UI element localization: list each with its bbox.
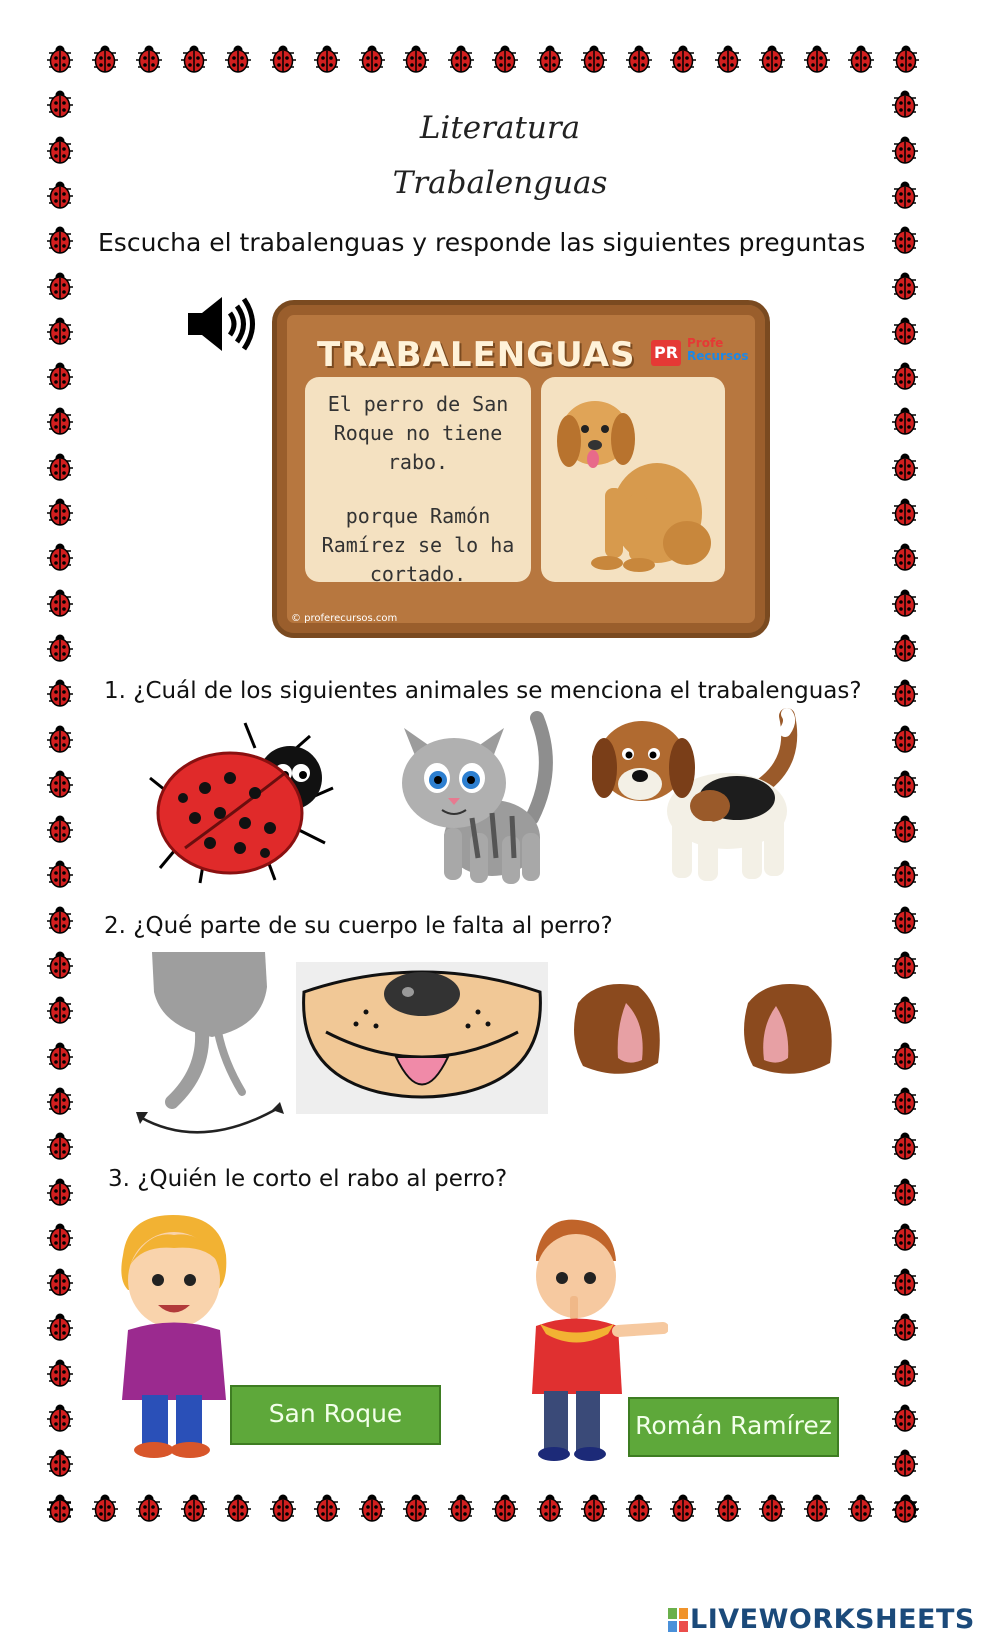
- ladybug-icon: [890, 1358, 920, 1388]
- ladybug-icon: [45, 995, 75, 1025]
- ladybug-icon: [535, 44, 565, 74]
- ladybug-icon: [45, 225, 75, 255]
- ladybug-icon: [45, 814, 75, 844]
- ladybug-icon: [846, 44, 876, 74]
- ladybug-icon: [490, 44, 520, 74]
- ladybug-icon: [45, 1267, 75, 1297]
- ladybug-icon: [268, 44, 298, 74]
- ladybug-icon: [890, 542, 920, 572]
- ladybug-icon: [624, 1493, 654, 1523]
- ladybug-icon: [579, 1493, 609, 1523]
- ladybug-icon: [890, 225, 920, 255]
- liveworksheets-logo-icon: [668, 1608, 688, 1632]
- ladybug-icon: [535, 1493, 565, 1523]
- ladybug-icon: [223, 44, 253, 74]
- ladybug-icon: [890, 1222, 920, 1252]
- ladybug-icon: [891, 44, 921, 74]
- ladybug-icon: [624, 44, 654, 74]
- ladybug-icon: [45, 1222, 75, 1252]
- ladybug-option[interactable]: [145, 718, 337, 888]
- ladybug-icon: [45, 406, 75, 436]
- ladybug-icon: [890, 1494, 920, 1524]
- ladybug-icon: [45, 633, 75, 663]
- ladybug-icon: [890, 361, 920, 391]
- ladybug-icon: [45, 950, 75, 980]
- ladybug-icon: [890, 1086, 920, 1116]
- ladybug-icon: [490, 1493, 520, 1523]
- ladybug-icon: [890, 588, 920, 618]
- ladybug-icon: [890, 1448, 920, 1478]
- instruction-text: Escucha el trabalenguas y responde las siguientes preguntas: [98, 228, 866, 257]
- ladybug-icon: [890, 905, 920, 935]
- ladybug-icon: [45, 588, 75, 618]
- ladybug-icon: [890, 497, 920, 527]
- ladybug-icon: [45, 1358, 75, 1388]
- ladybug-icon: [45, 452, 75, 482]
- san-roque-boy-illustration: [108, 1210, 238, 1460]
- ladybug-icon: [890, 271, 920, 301]
- ladybug-icon: [45, 724, 75, 754]
- ladybug-icon: [446, 44, 476, 74]
- ladybug-icon: [45, 271, 75, 301]
- tongue-line-3: porque Ramón: [345, 504, 491, 528]
- ladybug-icon: [45, 1041, 75, 1071]
- ladybug-icon: [179, 44, 209, 74]
- question-2: 2. ¿Qué parte de su cuerpo le falta al perro?: [104, 913, 613, 939]
- ladybug-icon: [312, 1493, 342, 1523]
- ladybug-icon: [890, 1403, 920, 1433]
- ladybug-icon: [890, 406, 920, 436]
- dog-snout-option[interactable]: [296, 962, 548, 1114]
- dog-ear-right-option[interactable]: [738, 978, 838, 1078]
- ladybug-icon: [45, 542, 75, 572]
- ladybug-icon: [713, 44, 743, 74]
- ladybug-icon: [357, 44, 387, 74]
- tongue-line-2: Roque no tiene rabo.: [333, 421, 503, 474]
- profe-recursos-logo: PR: [651, 340, 681, 366]
- subject-title: Literatura: [419, 110, 581, 146]
- topic-title: Trabalenguas: [392, 165, 608, 201]
- ladybug-icon: [45, 1177, 75, 1207]
- beagle-option[interactable]: [592, 706, 814, 888]
- ladybug-icon: [268, 1493, 298, 1523]
- ladybug-icon: [890, 633, 920, 663]
- speaker-icon[interactable]: [184, 293, 264, 355]
- cat-option[interactable]: [392, 708, 562, 888]
- ladybug-icon: [890, 1267, 920, 1297]
- ladybug-icon: [134, 1493, 164, 1523]
- ladybug-icon: [890, 769, 920, 799]
- ladybug-icon: [579, 44, 609, 74]
- ladybug-icon: [890, 1177, 920, 1207]
- ladybug-icon: [890, 452, 920, 482]
- ladybug-icon: [802, 1493, 832, 1523]
- tongue-line-5: cortado.: [369, 562, 467, 586]
- dog-ear-left-option[interactable]: [568, 978, 664, 1078]
- ladybug-icon: [890, 950, 920, 980]
- ladybug-icon: [45, 1403, 75, 1433]
- board-title: TRABALENGUAS: [317, 335, 636, 375]
- ladybug-icon: [45, 905, 75, 935]
- ladybug-icon: [757, 1493, 787, 1523]
- ladybug-icon: [90, 1493, 120, 1523]
- ladybug-icon: [45, 1086, 75, 1116]
- ladybug-icon: [45, 44, 75, 74]
- brand-line-2: Recursos: [687, 349, 749, 363]
- ladybug-icon: [45, 316, 75, 346]
- tongue-twister-text: [305, 390, 531, 589]
- question-3: 3. ¿Quién le corto el rabo al perro?: [108, 1166, 508, 1192]
- ladybug-icon: [802, 44, 832, 74]
- ladybug-icon: [45, 1131, 75, 1161]
- ladybug-icon: [446, 1493, 476, 1523]
- ladybug-icon: [90, 44, 120, 74]
- ladybug-icon: [179, 1493, 209, 1523]
- ladybug-icon: [45, 497, 75, 527]
- ladybug-icon: [846, 1493, 876, 1523]
- ladybug-icon: [312, 44, 342, 74]
- ladybug-icon: [890, 859, 920, 889]
- profe-recursos-text: [687, 337, 748, 363]
- ladybug-icon: [890, 724, 920, 754]
- question-1: 1. ¿Cuál de los siguientes animales se menciona el trabalenguas?: [104, 678, 862, 704]
- ladybug-icon: [45, 1312, 75, 1342]
- golden-dog-illustration: [547, 393, 719, 573]
- ladybug-icon: [401, 1493, 431, 1523]
- answer-san-roque-button[interactable]: San Roque: [230, 1385, 441, 1445]
- ladybug-icon: [401, 44, 431, 74]
- ladybug-icon: [223, 1493, 253, 1523]
- ladybug-icon: [45, 361, 75, 391]
- ladybug-icon: [45, 859, 75, 889]
- ladybug-icon: [668, 44, 698, 74]
- ladybug-icon: [713, 1493, 743, 1523]
- board-copyright: © proferecursos.com: [291, 613, 398, 624]
- ladybug-icon: [45, 678, 75, 708]
- ladybug-icon: [45, 1494, 75, 1524]
- dog-tail-option[interactable]: [132, 952, 292, 1144]
- ladybug-icon: [890, 814, 920, 844]
- ladybug-icon: [45, 769, 75, 799]
- ladybug-icon: [357, 1493, 387, 1523]
- ladybug-icon: [45, 1448, 75, 1478]
- ladybug-icon: [890, 316, 920, 346]
- ladybug-icon: [890, 1041, 920, 1071]
- ladybug-icon: [134, 44, 164, 74]
- ladybug-icon: [890, 1312, 920, 1342]
- ladybug-icon: [890, 1131, 920, 1161]
- tongue-line-1: El perro de San: [327, 392, 509, 416]
- tongue-twister-board: [272, 300, 770, 638]
- tongue-line-4: Ramírez se lo ha: [321, 533, 515, 557]
- ladybug-icon: [757, 44, 787, 74]
- liveworksheets-brand: LIVEWORKSHEETS: [690, 1604, 975, 1635]
- ladybug-icon: [890, 995, 920, 1025]
- answer-roman-ramirez-button[interactable]: Román Ramírez: [628, 1397, 839, 1457]
- brand-line-1: Profe: [687, 336, 724, 350]
- ladybug-icon: [890, 678, 920, 708]
- ladybug-icon: [668, 1493, 698, 1523]
